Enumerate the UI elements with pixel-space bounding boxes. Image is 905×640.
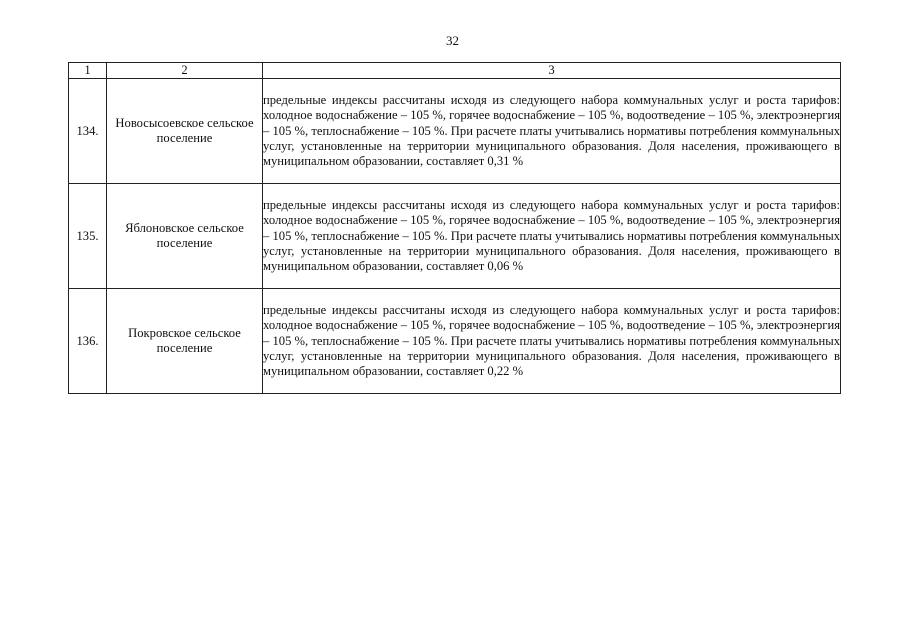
page-number: 32 — [446, 33, 459, 48]
municipality-name: Новосысоевское сельское поселение — [107, 79, 263, 184]
tariff-index-table — [68, 62, 841, 394]
row-number: 135. — [69, 184, 107, 289]
row-description: предельные индексы рассчитаны исходя из следующего набора коммунальных услуг и роста тарифов: холодное водоснабжение – 105 %, горячее водоснабжение – 105 %, водоотведение – 105 %, электроэнергия – 105 %, теплоснабжение – 105 %. При расчете платы учитывались нормативы потребления коммунальных услуг, установленные на территории муниципального образования. Доля населения, проживающего в муниципальном образовании, составляет 0,22 % — [263, 289, 841, 394]
table-header-row — [69, 63, 841, 79]
table-row — [69, 184, 841, 289]
row-number: 136. — [69, 289, 107, 394]
column-header-municipality: 2 — [107, 63, 263, 79]
column-header-description: 3 — [263, 63, 841, 79]
column-header-number: 1 — [69, 63, 107, 79]
table-row — [69, 289, 841, 394]
row-description: предельные индексы рассчитаны исходя из следующего набора коммунальных услуг и роста тарифов: холодное водоснабжение – 105 %, горячее водоснабжение – 105 %, водоотведение – 105 %, электроэнергия – 105 %, теплоснабжение – 105 %. При расчете платы учитывались нормативы потребления коммунальных услуг, установленные на территории муниципального образования. Доля населения, проживающего в муниципальном образовании, составляет 0,31 % — [263, 79, 841, 184]
table-row — [69, 79, 841, 184]
municipality-name: Покровское сельское поселение — [107, 289, 263, 394]
municipality-name: Яблоновское сельское поселение — [107, 184, 263, 289]
row-description: предельные индексы рассчитаны исходя из следующего набора коммунальных услуг и роста тарифов: холодное водоснабжение – 105 %, горячее водоснабжение – 105 %, водоотведение – 105 %, электроэнергия – 105 %, теплоснабжение – 105 %. При расчете платы учитывались нормативы потребления коммунальных услуг, установленные на территории муниципального образования. Доля населения, проживающего в муниципальном образовании, составляет 0,06 % — [263, 184, 841, 289]
row-number: 134. — [69, 79, 107, 184]
